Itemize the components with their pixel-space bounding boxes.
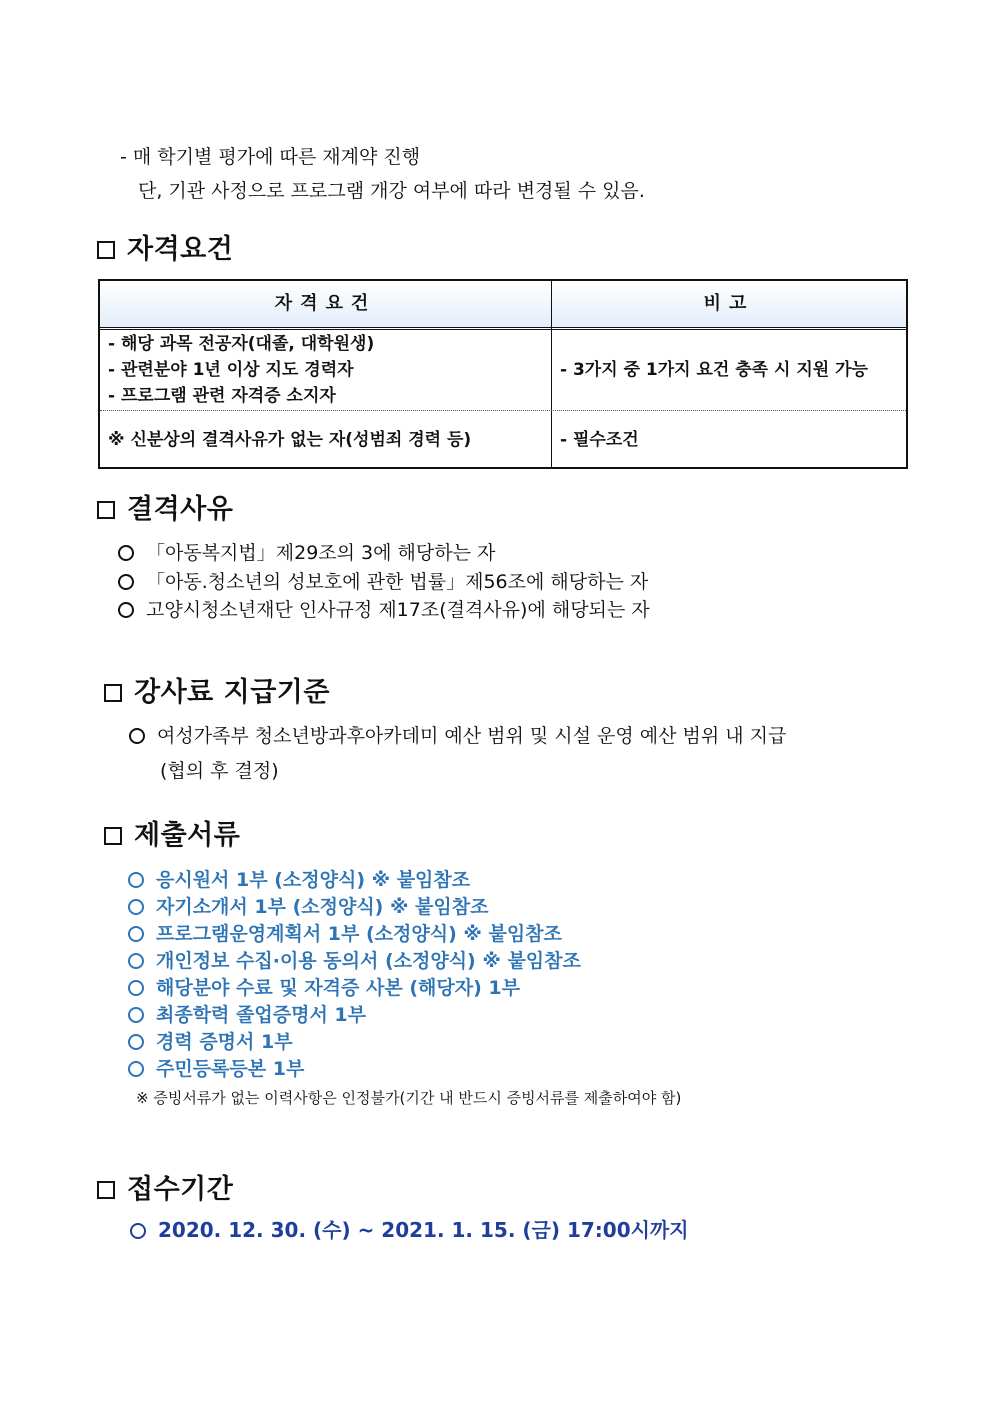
qualifications-heading	[97, 233, 233, 267]
list-item: 경력 증명서 1부	[128, 1030, 293, 1054]
table-row-1-item-1: - 해당 과목 전공자(대졸, 대학원생)	[108, 334, 375, 354]
circle-bullet-icon	[128, 872, 144, 888]
documents-note: ※ 증빙서류가 없는 이력사항은 인정불가(기간 내 반드시 증빙서류를 제출하여야 함)	[136, 1089, 682, 1107]
checkbox-square-icon	[104, 827, 122, 845]
circle-bullet-icon	[129, 728, 145, 744]
documents-heading	[104, 819, 240, 853]
table-row-1-item-2: - 관련분야 1년 이상 지도 경력자	[108, 360, 354, 380]
header-double-rule	[100, 327, 906, 330]
circle-bullet-icon	[128, 1034, 144, 1050]
circle-bullet-icon	[128, 926, 144, 942]
checkbox-square-icon	[97, 1181, 115, 1199]
fee-title: 강사료 지급기준	[134, 677, 330, 708]
list-item: 개인정보 수집·이용 동의서 (소정양식) ※ 붙임참조	[128, 949, 581, 973]
circle-bullet-icon	[128, 1061, 144, 1077]
circle-bullet-icon	[128, 980, 144, 996]
period-title: 접수기간	[127, 1174, 234, 1205]
list-item: 「아동.청소년의 성보호에 관한 법률」제56조에 해당하는 자	[118, 570, 648, 594]
table-row-1-note: - 3가지 중 1가지 요건 충족 시 지원 가능	[560, 360, 868, 380]
circle-bullet-icon	[118, 574, 134, 590]
checkbox-square-icon	[104, 684, 122, 702]
column-divider	[551, 281, 552, 467]
fee-heading	[104, 676, 330, 710]
circle-bullet-icon	[128, 899, 144, 915]
period-value: 2020. 12. 30. (수) ~ 2021. 1. 15. (금) 17:00시까지	[130, 1218, 689, 1242]
table-row-2-note: - 필수조건	[560, 430, 639, 450]
list-item: 고양시청소년재단 인사규정 제17조(결격사유)에 해당되는 자	[118, 598, 650, 622]
qualifications-title: 자격요건	[127, 234, 234, 265]
list-item: 자기소개서 1부 (소정양식) ※ 붙임참조	[128, 895, 488, 919]
period-heading	[97, 1173, 233, 1207]
checkbox-square-icon	[97, 501, 115, 519]
list-item: 해당분야 수료 및 자격증 사본 (해당자) 1부	[128, 976, 520, 1000]
fee-line-2: (협의 후 결정)	[160, 760, 279, 782]
fee-line-1: 여성가족부 청소년방과후아카데미 예산 범위 및 시설 운영 예산 범위 내 지급	[129, 724, 786, 748]
row-divider	[100, 410, 906, 411]
list-item: 응시원서 1부 (소정양식) ※ 붙임참조	[128, 868, 470, 892]
circle-bullet-icon	[118, 545, 134, 561]
circle-bullet-icon	[128, 1007, 144, 1023]
circle-bullet-icon	[128, 953, 144, 969]
list-item: 「아동복지법」제29조의 3에 해당하는 자	[118, 541, 495, 565]
table-header-requirements: 자격요건	[100, 281, 551, 327]
list-item: 프로그램운영계획서 1부 (소정양식) ※ 붙임참조	[128, 922, 562, 946]
disqualification-title: 결격사유	[127, 494, 234, 525]
circle-bullet-icon	[118, 602, 134, 618]
intro-line-1: - 매 학기별 평가에 따른 재계약 진행	[120, 146, 421, 168]
intro-line-2: 단, 기관 사정으로 프로그램 개강 여부에 따라 변경될 수 있음.	[138, 180, 645, 202]
disqualification-heading	[97, 493, 233, 527]
qualifications-table	[98, 279, 908, 469]
list-item: 최종학력 졸업증명서 1부	[128, 1003, 366, 1027]
table-row-2-item: ※ 신분상의 결격사유가 없는 자(성범죄 경력 등)	[108, 430, 472, 450]
table-header-notes: 비고	[552, 281, 906, 327]
documents-title: 제출서류	[134, 820, 241, 851]
table-row-1-item-3: - 프로그램 관련 자격증 소지자	[108, 386, 336, 406]
list-item: 주민등록등본 1부	[128, 1057, 304, 1081]
circle-bullet-icon	[130, 1223, 146, 1239]
checkbox-square-icon	[97, 241, 115, 259]
